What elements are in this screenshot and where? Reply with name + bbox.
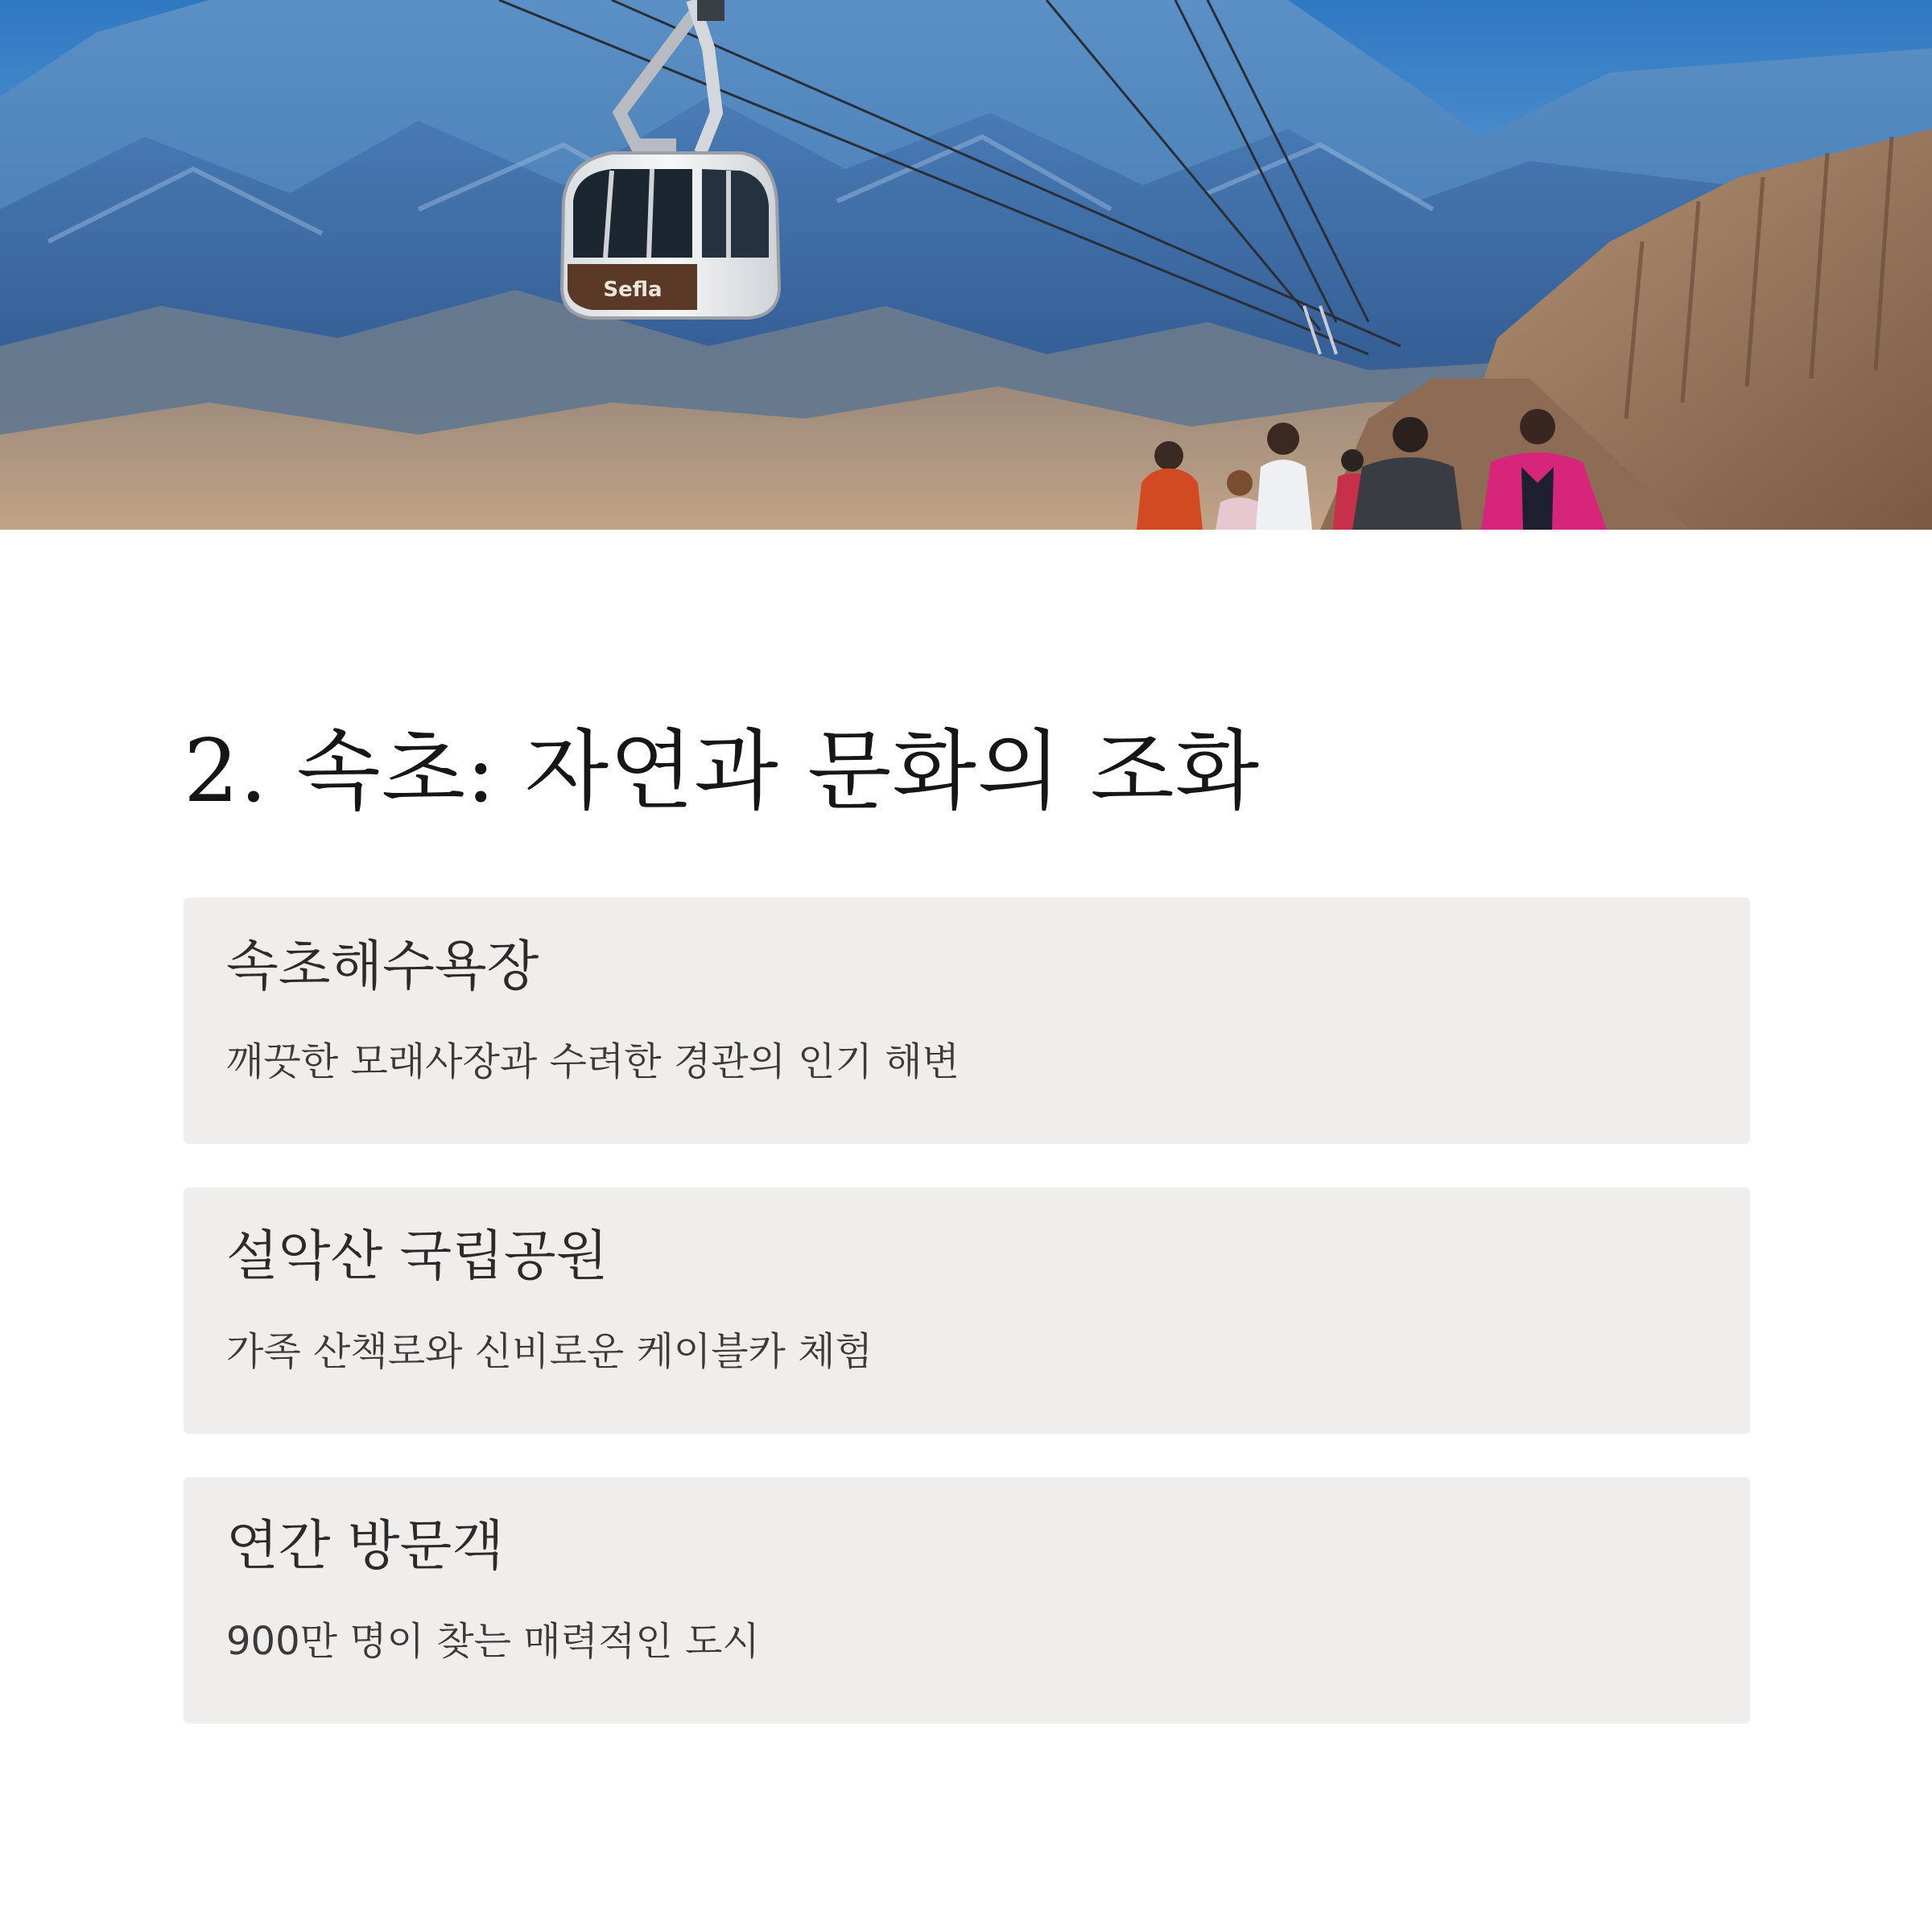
info-card — [184, 1187, 1750, 1434]
hero-image — [0, 0, 1932, 530]
card-description: 900만 명이 찾는 매력적인 도시 — [226, 1619, 760, 1664]
info-card — [184, 1477, 1750, 1724]
card-title: 설악산 국립공원 — [226, 1224, 609, 1287]
card-description: 깨끗한 모래사장과 수려한 경관의 인기 해변 — [226, 1039, 960, 1084]
info-card — [184, 898, 1750, 1144]
card-title: 연간 방문객 — [226, 1514, 504, 1577]
card-description: 가족 산책로와 신비로운 케이블카 체험 — [226, 1329, 873, 1374]
cable-car-label: Sefla — [603, 278, 663, 302]
slide-title: 2. 속초: 자연과 문화의 조화 — [184, 721, 1261, 822]
card-title: 속초해수욕장 — [226, 935, 539, 997]
